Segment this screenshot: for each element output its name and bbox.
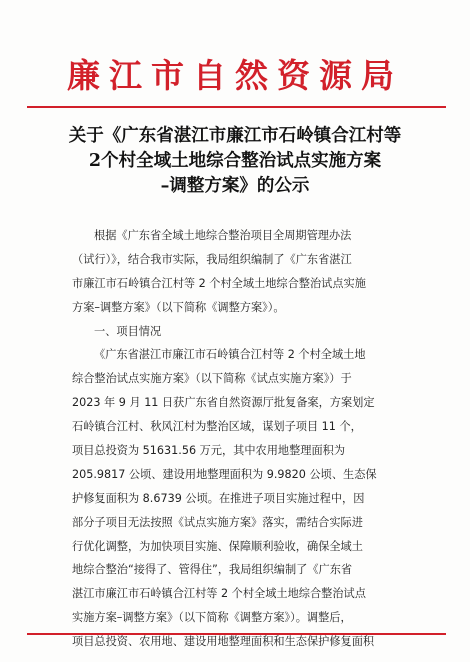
body-line: 综合整治试点实施方案》（以下简称《试点实施方案》）于 <box>72 372 352 386</box>
body-line: 部分子项目无法按照《试点实施方案》落实，需结合实际进 <box>72 515 363 529</box>
notice-title-line-2: 2个村全域土地综合整治试点实施方案 <box>88 151 382 171</box>
notice-title <box>40 124 430 199</box>
body-line: 《广东省湛江市廉江市石岭镇合江村等 2 个村全域土地 <box>94 348 366 362</box>
body-line: 项目总投资、农用地、建设用地整理面积和生态保护修复面积 <box>72 635 375 649</box>
body-line: 一、项目情况 <box>94 324 162 338</box>
body-line: 根据《广东省全域土地综合整治项目全周期管理办法 <box>94 229 352 242</box>
body-line: 方案–调整方案》（以下简称《调整方案》）。 <box>72 300 285 314</box>
notice-body <box>72 224 402 654</box>
body-line: 湛江市廉江市石岭镇合江村等 2 个村全域土地综合整治试点 <box>72 587 366 601</box>
letterhead-title: 廉江市自然资源局 <box>67 56 403 95</box>
body-line: 205.9817 公顷、建设用地整理面积为 9.9820 公顷、生态保 <box>72 467 377 481</box>
body-line: 护修复面积为 8.6739 公顷。在推进子项目实施过程中，因 <box>72 491 365 505</box>
notice-title-line-1: 关于《广东省湛江市廉江市石岭镇合江村等 <box>68 126 402 146</box>
letterhead-red-rule <box>27 106 446 108</box>
body-line: 行优化调整，为加快项目实施、保障顺利验收，确保全域土 <box>72 539 363 553</box>
notice-title-line-3: –调整方案》的公示 <box>160 176 310 196</box>
body-line: 石岭镇合江村、秋风江村为整治区域，谋划子项目 11 个， <box>72 420 362 434</box>
body-line: （试行）》，结合我市实际，我局组织编制了《广东省湛江 <box>72 252 352 266</box>
body-line: 地综合整治“接得了、管得住”，我局组织编制了《广东省 <box>72 563 353 577</box>
body-line: 项目总投资为 51631.56 万元，其中农用地整理面积为 <box>72 444 346 458</box>
body-line: 市廉江市石岭镇合江村等 2 个村全域土地综合整治试点实施 <box>72 276 366 290</box>
footer-red-rule <box>27 633 446 635</box>
body-line: 实施方案–调整方案》（以下简称《调整方案》）。调整后， <box>72 611 352 625</box>
body-line: 2023 年 9 月 11 日获广东省自然资源厅批复备案，方案划定 <box>72 396 375 410</box>
